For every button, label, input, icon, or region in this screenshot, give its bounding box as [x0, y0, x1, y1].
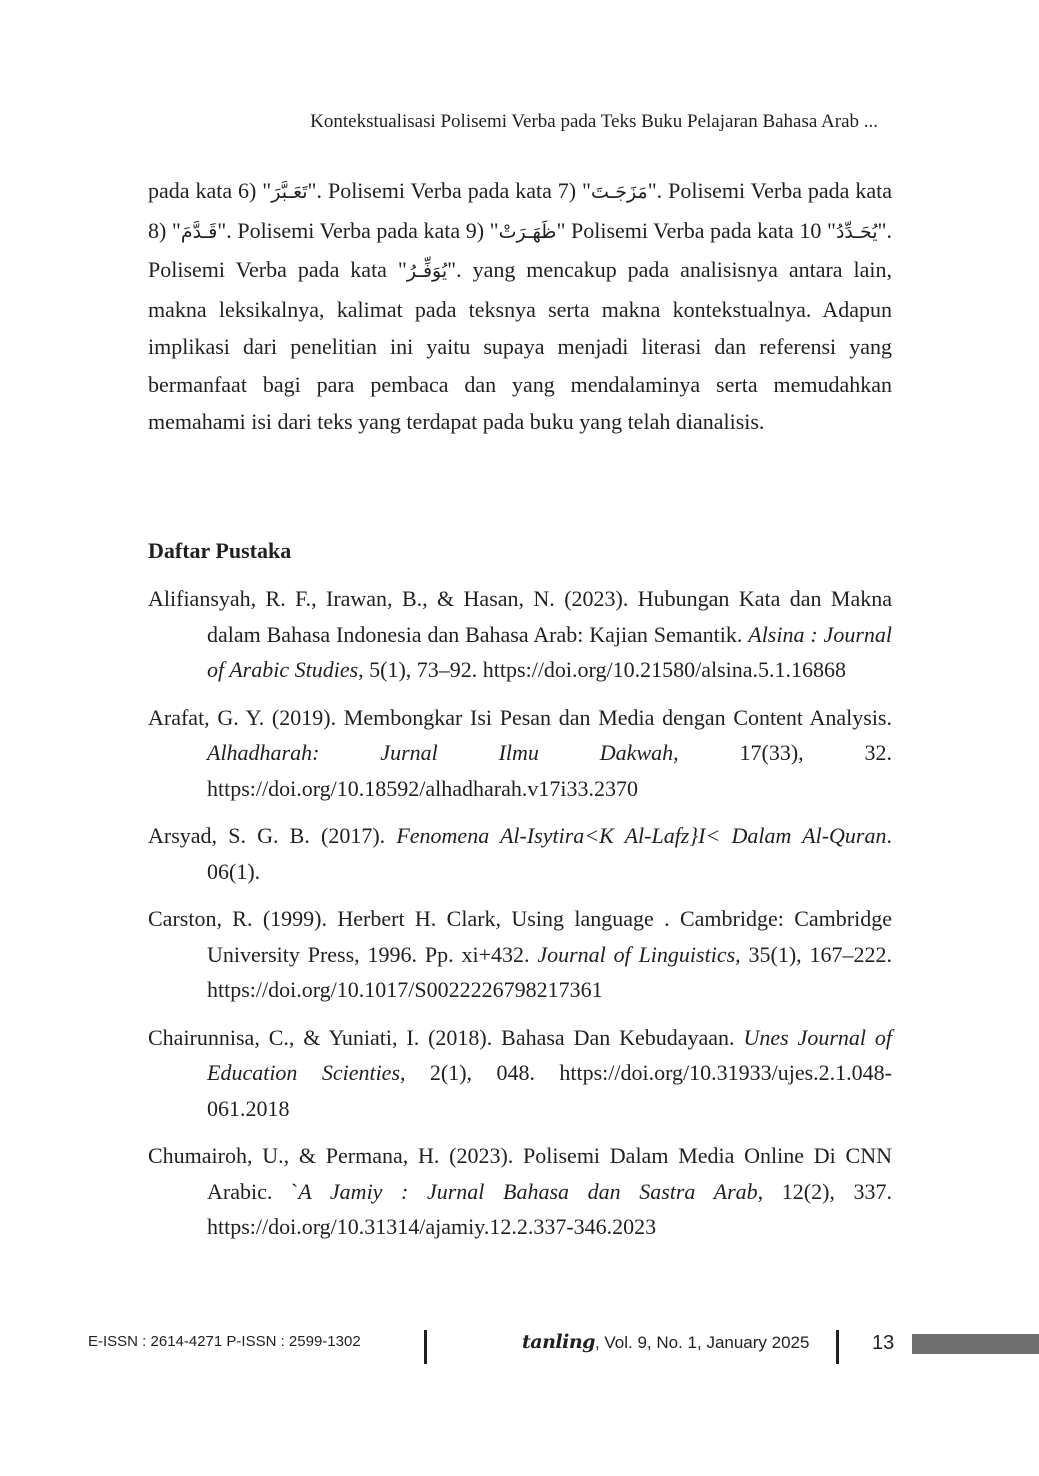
footer-divider	[836, 1330, 839, 1364]
reference-item	[148, 1020, 892, 1127]
arabic-word: ظَهَـرَتْ	[498, 220, 557, 243]
reference-source-title: Unes Journal of Education Scienties	[207, 1024, 892, 1085]
body-text-segment: pada kata 6) "	[148, 178, 272, 203]
reference-item	[148, 818, 892, 889]
journal-issue: , Vol. 9, No. 1, January 2025	[594, 1333, 810, 1352]
reference-details: , 2(1), 048. https://doi.org/10.31933/ujes.2.1.048-061.2018	[207, 1060, 892, 1121]
reference-details: 35(1), 167–222. https://doi.org/10.1017/S0022226798217361	[207, 941, 893, 1002]
reference-item	[148, 1138, 892, 1245]
reference-text: Chumairoh, U., & Permana, H. (2023). Polisemi Dalam Media Online Di CNN Arabic. `	[148, 1143, 892, 1204]
body-text-segment: ". Polisemi Verba pada kata 9) "	[217, 217, 499, 243]
footer-journal	[522, 1330, 809, 1355]
body-paragraph	[148, 172, 892, 441]
reference-item	[148, 700, 892, 807]
body-text-segment: ". Polisemi Verba pada kata 8) "	[148, 178, 892, 243]
reference-details: . 06(1).	[207, 823, 892, 884]
arabic-word: مَزَجَـتَ	[591, 181, 648, 203]
reference-details: , 12(2), 337. https://doi.org/10.31314/ajamiy.12.2.337-346.2023	[207, 1178, 892, 1239]
body-text-segment: " Polisemi Verba pada kata 10 "	[556, 217, 836, 243]
reference-source-title: Journal of Linguistics,	[537, 941, 741, 967]
references-heading: Daftar Pustaka	[148, 538, 292, 563]
body-text-segment: ". Polisemi Verba pada kata 7) "	[307, 178, 592, 203]
reference-text: Carston, R. (1999). Herbert H. Clark, Using language . Cambridge: Cambridge University Press, 1996. Pp. xi+432.	[148, 906, 892, 967]
reference-item	[148, 581, 892, 688]
arabic-word: تَعَـبَّرَ	[271, 181, 308, 203]
arabic-word: قَـدَّمَ	[180, 220, 218, 243]
reference-source-title: Alhadharah: Jurnal Ilmu Dakwah	[207, 740, 674, 765]
reference-text: Arsyad, S. G. B. (2017).	[148, 823, 397, 848]
journal-logo: tanling	[522, 1331, 595, 1353]
reference-text: Arafat, G. Y. (2019). Membongkar Isi Pesan dan Media dengan Content Analysis.	[148, 704, 892, 730]
arabic-word: يُوَفِّـرُ	[406, 260, 448, 282]
footer-divider	[424, 1330, 427, 1364]
reference-list	[148, 581, 892, 1257]
reference-details: , 5(1), 73–92. https://doi.org/10.21580/alsina.5.1.16868	[358, 657, 847, 682]
reference-text: Chairunnisa, C., & Yuniati, I. (2018). Bahasa Dan Kebudayaan.	[148, 1024, 744, 1050]
reference-item	[148, 901, 892, 1008]
body-text-segment: ". Polisemi Verba pada kata "	[148, 217, 892, 282]
running-header: Kontekstualisasi Polisemi Verba pada Teks Buku Pelajaran Bahasa Arab ...	[310, 111, 878, 132]
footer-decorative-bar	[912, 1334, 1039, 1354]
reference-text: Alifiansyah, R. F., Irawan, B., & Hasan, N. (2023). Hubungan Kata dan Makna dalam Bahasa Indonesia dan Bahasa Arab: Kajian Semantik.	[148, 586, 892, 647]
reference-source-title: A Jamiy : Jurnal Bahasa dan Sastra Arab	[298, 1178, 758, 1204]
reference-source-title: Alsina : Journal of Arabic Studies	[207, 621, 892, 682]
page-number: 13	[872, 1332, 895, 1354]
body-text-segment: ". yang mencakup pada analisisnya antara lain, makna leksikalnya, kalimat pada teksnya serta makna kontekstualnya. Adapun implikasi dari penelitian ini yaitu supaya menjadi literasi dan referensi yang bermanfaat bagi para pembaca dan yang mendalaminya serta memudahkan memahami isi dari teks yang terdapat pada buku yang telah dianalisis.	[148, 257, 893, 434]
footer-issn: E-ISSN : 2614-4271 P-ISSN : 2599-1302	[88, 1333, 361, 1350]
reference-source-title: Fenomena Al-Isytira<K Al-Lafz}I< Dalam Al-Quran	[396, 823, 887, 848]
reference-details: , 17(33), 32. https://doi.org/10.18592/alhadharah.v17i33.2370	[207, 740, 893, 801]
arabic-word: يُحَـدِّدُ	[835, 220, 878, 243]
